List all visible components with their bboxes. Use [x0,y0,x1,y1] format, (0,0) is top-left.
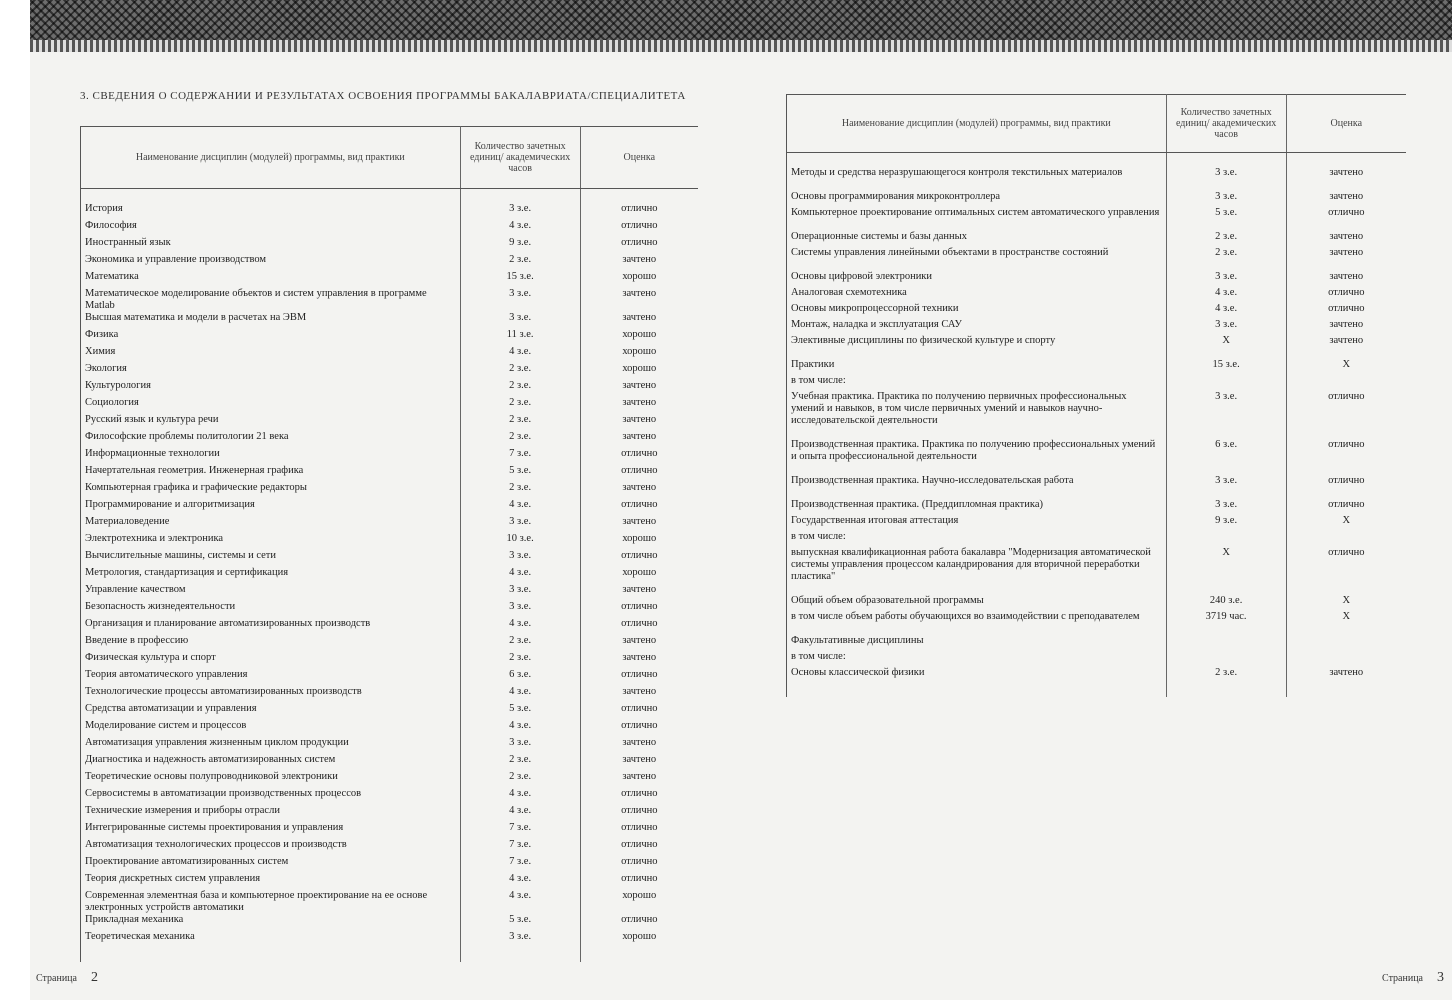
table-row [81,771,699,788]
table-row [81,550,699,567]
grade-value: хорошо [622,567,657,578]
credits-value [1166,375,1286,391]
table-row [787,595,1407,611]
grade-value: отлично [1328,475,1365,486]
grade-value [1286,375,1406,391]
table-row [81,414,699,431]
credits-value: 2 з.е. [1166,667,1286,683]
grade-value: зачтено [1329,335,1364,346]
table-row [787,359,1407,375]
credits-value [1166,531,1286,547]
credits-value: 6 з.е. [1166,439,1286,475]
page-number: 3 [1437,970,1444,985]
grade-value: зачтено [622,414,657,425]
grade-value: отлично [621,856,658,867]
grade-value: отлично [621,914,658,925]
table-row [81,601,699,618]
grade-value: отлично [621,448,658,459]
table-row [787,515,1407,531]
table-row [81,448,699,465]
table-row [81,754,699,771]
discipline-name: Производственная практика. Практика по получению профессиональных умений и опыта профессиональной деятельности [787,439,1167,475]
discipline-name: Математика [81,271,461,288]
credits-value: 5 з.е. [460,703,580,720]
discipline-name: Диагностика и надежность автоматизированных систем [81,754,461,771]
header-name: Наименование дисциплин (модулей) программы, вид практики [81,127,461,189]
table-row [81,312,699,329]
table-row [81,805,699,822]
grade-value: отлично [621,220,658,231]
table-row [81,720,699,737]
discipline-name: Основы классической физики [787,667,1167,683]
credits-value: 4 з.е. [1166,303,1286,319]
discipline-name: Операционные системы и базы данных [787,231,1167,247]
grade-value: отлично [621,839,658,850]
table-row [81,669,699,686]
credits-value: 3719 час. [1166,611,1286,635]
grade-value: зачтено [622,397,657,408]
discipline-name: Основы микропроцессорной техники [787,303,1167,319]
grade-value: зачтено [622,584,657,595]
grade-value: отлично [1328,391,1365,402]
discipline-name: Математическое моделирование объектов и систем управления в программе Matlab [81,288,461,312]
table-row [81,203,699,220]
credits-value: 2 з.е. [1166,247,1286,271]
table-row [787,207,1407,231]
grade-value: зачтено [1329,319,1364,330]
credits-value: 7 з.е. [460,839,580,856]
credits-value: 4 з.е. [460,618,580,635]
discipline-name: Элективные дисциплины по физической культуре и спорту [787,335,1167,359]
table-row [81,431,699,448]
credits-value: 2 з.е. [460,380,580,397]
discipline-name: Метрология, стандартизация и сертификация [81,567,461,584]
credits-value: 3 з.е. [460,931,580,948]
credits-value: 2 з.е. [460,652,580,669]
credits-value: 3 з.е. [460,203,580,220]
discipline-name: Теоретическая механика [81,931,461,948]
discipline-name: Автоматизация технологических процессов и производств [81,839,461,856]
table-row [81,533,699,550]
discipline-name: Программирование и алгоритмизация [81,499,461,516]
credits-value: 7 з.е. [460,822,580,839]
grade-value: отлично [621,788,658,799]
credits-value: 3 з.е. [460,550,580,567]
table-row [81,499,699,516]
credits-value: 4 з.е. [460,788,580,805]
grade-value: хорошо [622,271,657,282]
table-row [787,271,1407,287]
grade-value: X [1342,611,1351,622]
credits-value: 5 з.е. [460,465,580,482]
grade-value: хорошо [622,363,657,374]
credits-value: 3 з.е. [1166,167,1286,191]
credits-value: 2 з.е. [460,482,580,499]
credits-value: 2 з.е. [460,635,580,652]
credits-value: 2 з.е. [460,363,580,380]
discipline-name: Моделирование систем и процессов [81,720,461,737]
discipline-name: Автоматизация управления жизненным циклом продукции [81,737,461,754]
grade-value [1286,531,1406,547]
discipline-name: Компьютерная графика и графические редакторы [81,482,461,499]
grade-value: отлично [621,465,658,476]
discipline-name: Учебная практика. Практика по получению первичных профессиональных умений и навыков, в том числе первичных умений и навыков научно-исследовательской деятельности [787,391,1167,439]
grade-value: хорошо [622,890,657,901]
table-row [787,499,1407,515]
grade-value: X [1342,515,1351,526]
table-row [81,703,699,720]
credits-value: 3 з.е. [460,584,580,601]
table-row [81,652,699,669]
table-row [81,822,699,839]
page-right [756,52,1452,1000]
grade-value: зачтено [1329,247,1364,258]
table-row [81,397,699,414]
grade-value: X [1342,595,1351,606]
credits-value: 2 з.е. [460,754,580,771]
table-row [81,346,699,363]
grade-value: отлично [1328,499,1365,510]
grade-value: зачтено [622,686,657,697]
credits-value: 2 з.е. [460,414,580,431]
credits-value: 3 з.е. [460,312,580,329]
discipline-name: Сервосистемы в автоматизации производственных процессов [81,788,461,805]
discipline-name: Современная элементная база и компьютерное проектирование на ее основе электронных устройств автоматики [81,890,461,914]
grade-value: зачтено [1329,167,1364,178]
discipline-name: Экология [81,363,461,380]
grade-value: отлично [621,499,658,510]
credits-value: X [1166,547,1286,595]
table-row [787,611,1407,635]
table-row [787,303,1407,319]
header-credits: Количество зачетных единиц/ академических часов [460,127,580,189]
discipline-name: Проектирование автоматизированных систем [81,856,461,873]
table-row [787,635,1407,651]
disciplines-table-right [786,94,1406,697]
grade-value: зачтено [622,771,657,782]
section-title: 3. СВЕДЕНИЯ О СОДЕРЖАНИИ И РЕЗУЛЬТАТАХ ОСВОЕНИЯ ПРОГРАММЫ БАКАЛАВРИАТА/СПЕЦИАЛИТЕТА [80,90,686,102]
credits-value: 4 з.е. [460,873,580,890]
discipline-name: Высшая математика и модели в расчетах на ЭВМ [81,312,461,329]
discipline-name: Методы и средства неразрушающегося контроля текстильных материалов [787,167,1167,191]
credits-value: 4 з.е. [460,567,580,584]
discipline-name: Организация и планирование автоматизированных производств [81,618,461,635]
credits-value: 240 з.е. [1166,595,1286,611]
credits-value: 10 з.е. [460,533,580,550]
disciplines-table-left [80,126,698,962]
discipline-name: Государственная итоговая аттестация [787,515,1167,531]
table-row [81,839,699,856]
discipline-name: Электротехника и электроника [81,533,461,550]
discipline-name: Технологические процессы автоматизированных производств [81,686,461,703]
grade-value: зачтено [622,288,657,299]
table-row [81,914,699,931]
table-row [787,391,1407,439]
credits-value: 3 з.е. [1166,271,1286,287]
grade-value: зачтено [622,431,657,442]
table-row [81,220,699,237]
header-grade: Оценка [1286,95,1406,153]
table-row [81,288,699,312]
credits-value [1166,651,1286,667]
discipline-name: Технические измерения и приборы отрасли [81,805,461,822]
table-row [787,319,1407,335]
grade-value: зачтено [622,482,657,493]
discipline-name: Аналоговая схемотехника [787,287,1167,303]
credits-value: 2 з.е. [1166,231,1286,247]
credits-value: 3 з.е. [460,288,580,312]
discipline-name: Социология [81,397,461,414]
page-left [30,52,756,1000]
grade-value: зачтено [622,380,657,391]
decorative-border [30,0,1452,52]
discipline-name: Монтаж, наладка и эксплуатация САУ [787,319,1167,335]
discipline-name: Теория автоматического управления [81,669,461,686]
grade-value: зачтено [622,737,657,748]
credits-value: 7 з.е. [460,856,580,873]
discipline-name: в том числе: [787,375,1167,391]
discipline-name: Основы программирования микроконтроллера [787,191,1167,207]
grade-value: отлично [1328,439,1365,450]
table-row [81,567,699,584]
credits-value: 9 з.е. [1166,515,1286,531]
discipline-name: Информационные технологии [81,448,461,465]
discipline-name: Интегрированные системы проектирования и управления [81,822,461,839]
credits-value: 2 з.е. [460,254,580,271]
discipline-name: Производственная практика. Научно-исследовательская работа [787,475,1167,499]
page-footer-left [36,970,98,986]
grade-value: отлично [621,805,658,816]
grade-value: зачтено [622,652,657,663]
page-footer-right [1382,970,1444,986]
grade-value: отлично [1328,207,1365,218]
grade-value: отлично [621,703,658,714]
grade-value: зачтено [1329,231,1364,242]
credits-value: 15 з.е. [460,271,580,288]
grade-value: зачтено [622,254,657,265]
grade-value: зачтено [1329,667,1364,678]
credits-value: 5 з.е. [1166,207,1286,231]
grade-value: отлично [621,203,658,214]
credits-value: 2 з.е. [460,771,580,788]
grade-value: зачтено [622,635,657,646]
table-row [81,584,699,601]
credits-value: 4 з.е. [460,220,580,237]
table-row [787,667,1407,683]
grade-value: отлично [1328,547,1365,558]
grade-value: отлично [621,720,658,731]
credits-value: 6 з.е. [460,669,580,686]
table-row [81,329,699,346]
credits-value: 4 з.е. [460,805,580,822]
table-row [787,439,1407,475]
discipline-name: Общий объем образовательной программы [787,595,1167,611]
table-row [81,931,699,948]
credits-value: 4 з.е. [1166,287,1286,303]
credits-value: 3 з.е. [1166,475,1286,499]
table-row [787,247,1407,271]
grade-value: зачтено [1329,191,1364,202]
credits-value: 5 з.е. [460,914,580,931]
credits-value: 3 з.е. [460,737,580,754]
credits-value: 4 з.е. [460,346,580,363]
credits-value: 3 з.е. [1166,391,1286,439]
table-row [787,335,1407,359]
header-name: Наименование дисциплин (модулей) программы, вид практики [787,95,1167,153]
table-row [787,375,1407,391]
grade-value: хорошо [622,329,657,340]
discipline-name: Управление качеством [81,584,461,601]
discipline-name: Физическая культура и спорт [81,652,461,669]
grade-value: отлично [621,669,658,680]
table-row [81,635,699,652]
table-row [81,686,699,703]
table-row [81,482,699,499]
header-credits: Количество зачетных единиц/ академических часов [1166,95,1286,153]
table-row [787,531,1407,547]
discipline-name: в том числе: [787,531,1167,547]
grade-value: отлично [621,237,658,248]
table-row [787,475,1407,499]
discipline-name: в том числе объем работы обучающихся во взаимодействии с преподавателем [787,611,1167,635]
table-row [81,618,699,635]
table-row [81,788,699,805]
credits-value: 9 з.е. [460,237,580,254]
credits-value: 2 з.е. [460,397,580,414]
page-edge [0,0,30,1000]
grade-value: отлично [621,873,658,884]
discipline-name: Вычислительные машины, системы и сети [81,550,461,567]
discipline-name: История [81,203,461,220]
grade-value [1286,635,1406,651]
credits-value: 4 з.е. [460,686,580,703]
grade-value: отлично [1328,287,1365,298]
grade-value [1286,651,1406,667]
discipline-name: выпускная квалификационная работа бакалавра "Модернизация автоматической системы управления процессом каландрирования для вторичной переработки пластика" [787,547,1167,595]
grade-value: хорошо [622,931,657,942]
credits-value: 4 з.е. [460,499,580,516]
discipline-name: Физика [81,329,461,346]
footer-label: Страница [1382,973,1423,984]
credits-value [1166,635,1286,651]
discipline-name: Экономика и управление производством [81,254,461,271]
table-row [787,547,1407,595]
grade-value: хорошо [622,533,657,544]
grade-value: зачтено [1329,271,1364,282]
grade-value: зачтено [622,516,657,527]
discipline-name: Практики [787,359,1167,375]
discipline-name: Средства автоматизации и управления [81,703,461,720]
credits-value: 3 з.е. [460,516,580,533]
table-row [787,191,1407,207]
discipline-name: Материаловедение [81,516,461,533]
credits-value: 11 з.е. [460,329,580,346]
credits-value: 3 з.е. [460,601,580,618]
discipline-name: Химия [81,346,461,363]
credits-value: 3 з.е. [1166,191,1286,207]
table-row [81,890,699,914]
table-row [81,873,699,890]
credits-value: X [1166,335,1286,359]
footer-label: Страница [36,973,77,984]
grade-value: отлично [621,601,658,612]
table-row [81,465,699,482]
table-row [787,231,1407,247]
discipline-name: Философия [81,220,461,237]
discipline-name: в том числе: [787,651,1167,667]
discipline-name: Иностранный язык [81,237,461,254]
discipline-name: Философские проблемы политологии 21 века [81,431,461,448]
grade-value: отлично [1328,303,1365,314]
credits-value: 2 з.е. [460,431,580,448]
table-row [787,167,1407,191]
table-row [81,856,699,873]
page-number: 2 [90,970,98,985]
discipline-name: Теоретические основы полупроводниковой электроники [81,771,461,788]
discipline-name: Системы управления линейными объектами в пространстве состояний [787,247,1167,271]
grade-value: зачтено [622,312,657,323]
discipline-name: Прикладная механика [81,914,461,931]
grade-value: X [1342,359,1351,370]
table-row [787,651,1407,667]
header-grade: Оценка [580,127,698,189]
credits-value: 4 з.е. [460,720,580,737]
grade-value: отлично [621,550,658,561]
table-row [81,271,699,288]
table-row [81,380,699,397]
discipline-name: Начертательная геометрия. Инженерная графика [81,465,461,482]
discipline-name: Теория дискретных систем управления [81,873,461,890]
discipline-name: Основы цифровой электроники [787,271,1167,287]
credits-value: 7 з.е. [460,448,580,465]
credits-value: 4 з.е. [460,890,580,914]
grade-value: хорошо [622,346,657,357]
discipline-name: Факультативные дисциплины [787,635,1167,651]
table-row [81,363,699,380]
grade-value: отлично [621,822,658,833]
credits-value: 15 з.е. [1166,359,1286,375]
discipline-name: Производственная практика. (Преддипломная практика) [787,499,1167,515]
discipline-name: Компьютерное проектирование оптимальных систем автоматического управления [787,207,1167,231]
discipline-name: Русский язык и культура речи [81,414,461,431]
table-row [787,287,1407,303]
discipline-name: Безопасность жизнедеятельности [81,601,461,618]
grade-value: отлично [621,618,658,629]
table-row [81,254,699,271]
credits-value: 3 з.е. [1166,319,1286,335]
table-row [81,516,699,533]
grade-value: зачтено [622,754,657,765]
table-row [81,737,699,754]
table-row [81,237,699,254]
discipline-name: Культурология [81,380,461,397]
credits-value: 3 з.е. [1166,499,1286,515]
discipline-name: Введение в профессию [81,635,461,652]
